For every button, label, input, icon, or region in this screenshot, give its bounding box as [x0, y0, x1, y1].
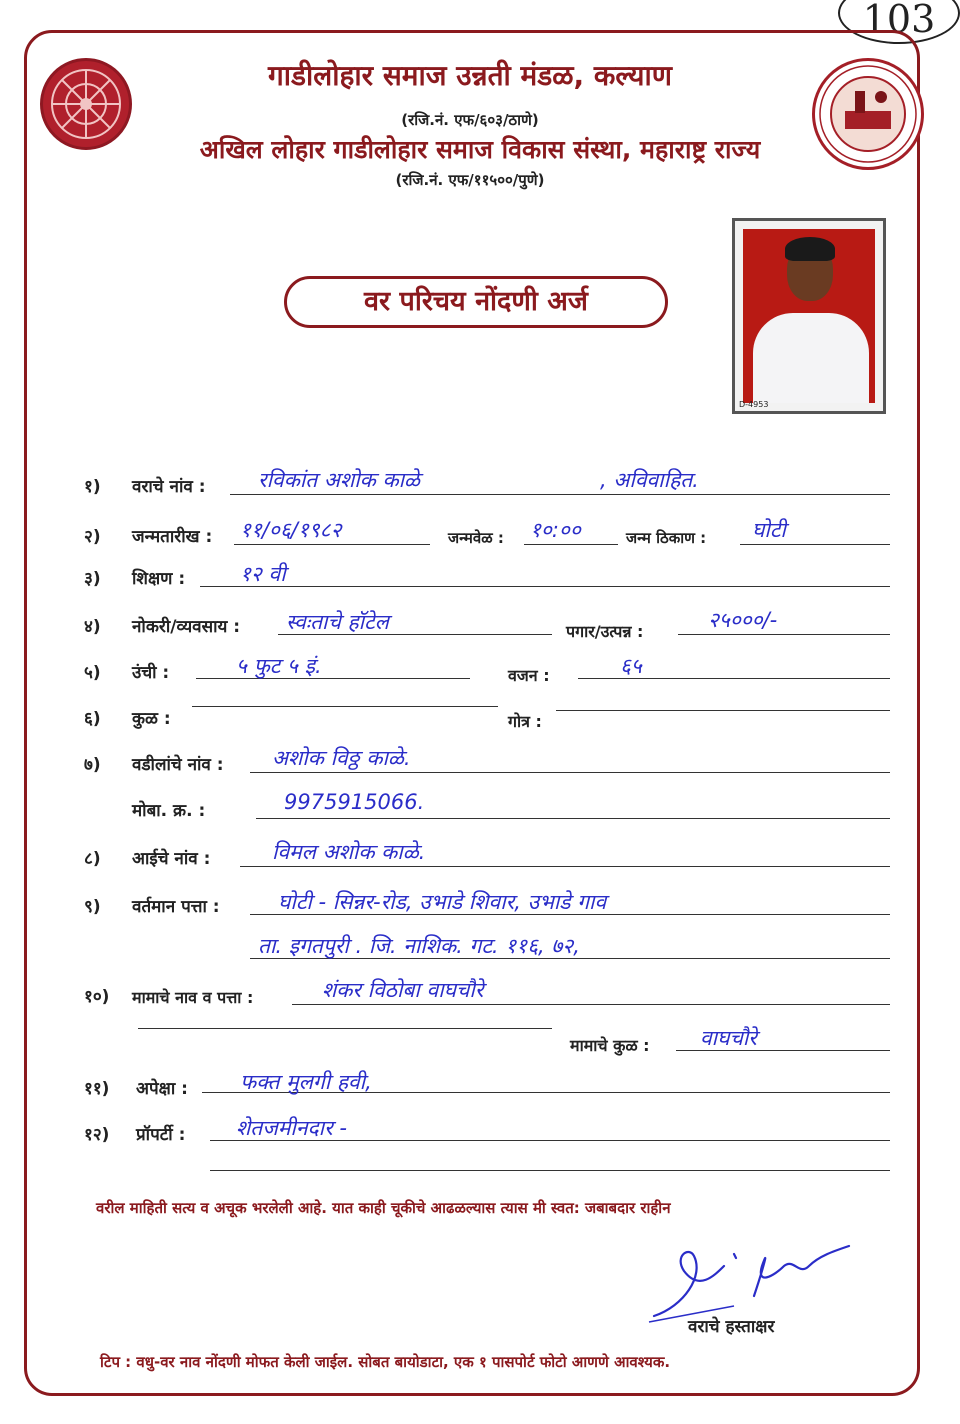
passport-photo [732, 218, 886, 414]
uncle-address-line [138, 1028, 552, 1029]
education-line [200, 586, 890, 587]
occupation-value: स्वःताचे हॉटेल [286, 610, 389, 634]
uncle-line [292, 1004, 890, 1005]
signature-label: वराचे हस्ताक्षर [688, 1317, 775, 1337]
birth-place-line [740, 544, 890, 545]
expectation-label: अपेक्षा : [136, 1079, 188, 1099]
birth-time-value: १०:०० [530, 518, 581, 542]
marital-status-value: , अविवाहित. [600, 468, 699, 492]
weight-value: ६५ [620, 654, 642, 678]
row-number: ८) [84, 849, 101, 869]
form-title: वर परिचय नोंदणी अर्ज [284, 276, 668, 328]
row-number: ४) [84, 617, 101, 637]
height-label: उंची : [132, 663, 170, 683]
row-number: २) [84, 527, 101, 547]
uncle-kul-value: वाघचौरे [700, 1026, 757, 1050]
gotra-label: गोत्र : [508, 712, 542, 731]
registration-number-1: (रजि.नं. एफ/६०३/ठाणे) [401, 111, 539, 129]
row-number: ३) [84, 569, 101, 589]
row-number: १२) [84, 1125, 110, 1145]
income-line [678, 634, 890, 635]
expectation-value: फक्त मुलगी हवी, [240, 1070, 372, 1094]
page-number: 103 [838, 0, 960, 44]
institution-title: अखिल लोहार गाडीलोहार समाज विकास संस्था, महाराष्ट्र राज्य [199, 135, 761, 164]
mother-name-value: विमल अशोक काळे. [272, 840, 426, 864]
property-line-2 [210, 1170, 890, 1171]
uncle-kul-label: मामाचे कुळ : [570, 1036, 650, 1055]
groom-signature [644, 1236, 864, 1326]
birth-place-value: घोटी [752, 518, 786, 542]
groom-name-line [230, 494, 890, 495]
father-name-label: वडीलांचे नांव : [132, 755, 224, 775]
note-text: टिप : वधु-वर नाव नोंदणी मोफत केली जाईल. सोबत बायोडाटा, एक १ पासपोर्ट फोटो आणणे आवश्यक. [100, 1353, 671, 1371]
mobile-line [256, 818, 890, 819]
row-number: १) [84, 477, 101, 497]
dob-value: ११/०६/१९८२ [240, 518, 342, 542]
mobile-value: 9975915066. [284, 790, 425, 814]
right-seal-icon [812, 58, 924, 170]
weight-label: वजन : [508, 666, 550, 685]
uncle-value: शंकर विठोबा वाघचौरे [322, 978, 484, 1002]
occupation-label: नोकरी/व्यवसाय : [132, 617, 241, 637]
row-number: ९) [84, 897, 101, 917]
row-number: ११) [84, 1079, 110, 1099]
address-value-line1: घोटी - सिन्नर-रोड, उभाडे शिवार, उभाडे गाव [278, 890, 607, 914]
property-label: प्रॉपर्टी : [136, 1125, 186, 1145]
father-name-value: अशोक विठ्ठ काळे. [272, 746, 411, 770]
groom-name-value: रविकांत अशोक काळे [258, 468, 421, 492]
row-number: ५) [84, 663, 101, 683]
groom-name-label: वराचे नांव : [132, 477, 206, 497]
photo-code: D-4953 [739, 400, 769, 409]
education-value: १२ वी [240, 562, 286, 586]
kul-line [192, 706, 498, 707]
row-number: ६) [84, 709, 101, 729]
birth-place-label: जन्म ठिकाण : [626, 529, 707, 547]
gotra-line [556, 710, 890, 711]
registration-number-2: (रजि.नं. एफ/११५००/पुणे) [395, 171, 545, 189]
address-value-line2: ता. इगतपुरी . जि. नाशिक. गट. ११६, ७२, [258, 934, 580, 958]
income-value: २५०००/- [708, 608, 778, 632]
height-value: ५ फुट ५ इं. [236, 654, 322, 678]
property-value: शेतजमीनदार - [236, 1116, 347, 1140]
income-label: पगार/उत्पन्न : [566, 622, 644, 641]
organization-title: गाडीलोहार समाज उन्नती मंडळ, कल्याण [268, 59, 672, 92]
birth-time-line [524, 544, 618, 545]
declaration-text: वरील माहिती सत्य व अचूक भरलेली आहे. यात काही चूकीचे आढळल्यास त्यास मी स्वत: जबाबदार राहीन [96, 1199, 671, 1217]
birth-time-label: जन्मवेळ : [448, 529, 504, 547]
dob-line [234, 544, 430, 545]
education-label: शिक्षण : [132, 569, 186, 589]
uncle-label: मामाचे नाव व पत्ता : [132, 988, 254, 1007]
left-emblem-icon [40, 58, 132, 150]
dob-label: जन्मतारीख : [132, 527, 213, 547]
row-number: ७) [84, 755, 101, 775]
mobile-label: मोबा. क्र. : [132, 801, 206, 821]
mother-name-line [240, 866, 890, 867]
mother-name-label: आईचे नांव : [132, 849, 211, 869]
address-label: वर्तमान पत्ता : [132, 897, 220, 917]
kul-label: कुळ : [132, 709, 171, 729]
row-number: १०) [84, 987, 110, 1007]
father-name-line [250, 772, 890, 773]
